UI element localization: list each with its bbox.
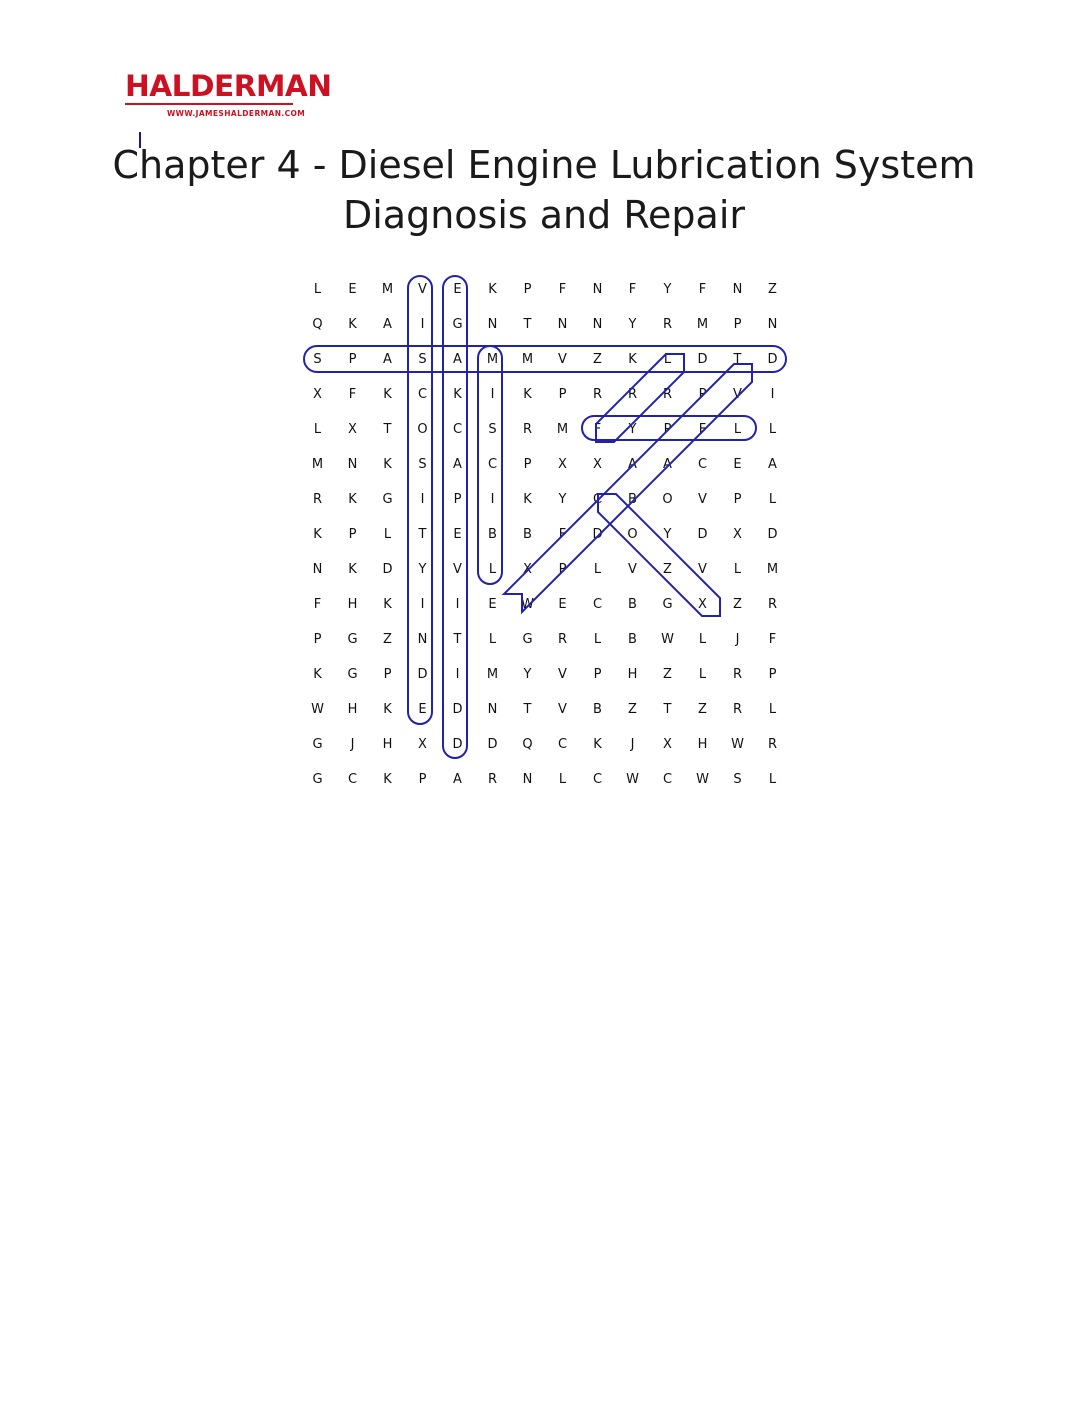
grid-letter: Z <box>768 282 777 297</box>
grid-letter: C <box>347 772 358 787</box>
grid-letter: X <box>698 597 707 612</box>
grid-letter: K <box>488 282 497 297</box>
grid-letter: Z <box>593 352 602 367</box>
grid-letter: K <box>313 667 322 682</box>
grid-letter: P <box>383 667 392 682</box>
grid-letter: A <box>628 457 637 472</box>
grid-letter: K <box>348 317 357 332</box>
grid-letter: Y <box>558 492 567 507</box>
grid-letter: X <box>733 527 742 542</box>
grid-letter: O <box>417 422 428 437</box>
grid-letter: P <box>558 387 567 402</box>
grid-letter: X <box>523 562 532 577</box>
grid-letter: L <box>313 282 322 297</box>
grid-letter: Q <box>312 317 323 332</box>
word-search-grid <box>300 272 790 797</box>
grid-letter: S <box>418 352 427 367</box>
grid-letter: S <box>733 772 742 787</box>
grid-letter: M <box>311 457 324 472</box>
grid-letter: S <box>313 352 322 367</box>
grid-letter: K <box>383 702 392 717</box>
grid-letter: P <box>663 422 672 437</box>
grid-letter: I <box>420 597 425 612</box>
grid-letter: N <box>417 632 428 647</box>
grid-letter: L <box>558 772 567 787</box>
grid-letter: R <box>767 737 778 752</box>
grid-letter: D <box>417 667 428 682</box>
grid-letter: K <box>383 597 392 612</box>
grid-letter: P <box>558 562 567 577</box>
grid-letter: M <box>696 317 709 332</box>
grid-letter: V <box>453 562 462 577</box>
grid-letter: K <box>628 352 637 367</box>
grid-letter: E <box>453 527 462 542</box>
grid-letter: I <box>420 317 425 332</box>
grid-letter: K <box>348 492 357 507</box>
grid-letter: Z <box>628 702 637 717</box>
grid-letter: D <box>697 352 708 367</box>
grid-letter: T <box>383 422 392 437</box>
page-title: Chapter 4 - Diesel Engine Lubrication System Diagnosis and Repair <box>112 143 976 237</box>
grid-letter: F <box>313 597 322 612</box>
grid-letter: I <box>420 492 425 507</box>
grid-letter: N <box>487 317 498 332</box>
grid-letter: V <box>418 282 427 297</box>
grid-letter: F <box>768 632 777 647</box>
grid-letter: P <box>593 667 602 682</box>
grid-letter: C <box>662 772 673 787</box>
grid-letter: R <box>312 492 323 507</box>
logo-divider <box>125 103 293 105</box>
grid-letter: M <box>486 667 499 682</box>
grid-letter: B <box>628 597 637 612</box>
grid-letter: L <box>768 422 777 437</box>
grid-letter: O <box>627 527 638 542</box>
grid-letter: T <box>418 527 427 542</box>
grid-letter: A <box>383 352 392 367</box>
grid-letter: V <box>558 667 567 682</box>
grid-letter: M <box>766 562 779 577</box>
grid-letter: Z <box>663 667 672 682</box>
grid-letter: V <box>698 562 707 577</box>
grid-letter: M <box>556 422 569 437</box>
grid-letter: H <box>697 737 708 752</box>
grid-letter: S <box>418 457 427 472</box>
logo-website-url: WWW.JAMESHALDERMAN.COM <box>167 109 306 118</box>
grid-letter: I <box>455 597 460 612</box>
grid-letter: D <box>592 527 603 542</box>
grid-letter: G <box>312 772 323 787</box>
grid-letter: L <box>698 667 707 682</box>
grid-letter: Z <box>663 562 672 577</box>
grid-letter: A <box>453 772 462 787</box>
grid-letter: X <box>418 737 427 752</box>
grid-letter: Y <box>628 317 637 332</box>
grid-letter: R <box>627 387 638 402</box>
grid-letter: B <box>628 632 637 647</box>
grid-letter: P <box>348 527 357 542</box>
grid-letter: G <box>662 597 673 612</box>
grid-letter: T <box>733 352 742 367</box>
grid-letter: W <box>626 772 639 787</box>
grid-letter: H <box>347 597 358 612</box>
grid-letter: W <box>696 772 709 787</box>
grid-letter: A <box>768 457 777 472</box>
grid-letter: E <box>348 282 357 297</box>
grid-letter: Y <box>418 562 427 577</box>
grid-letter: R <box>487 772 498 787</box>
grid-letter: P <box>698 387 707 402</box>
grid-letter: C <box>697 457 708 472</box>
grid-letter: V <box>558 702 567 717</box>
grid-letter: P <box>523 457 532 472</box>
grid-letter: P <box>418 772 427 787</box>
grid-letter: R <box>732 702 743 717</box>
grid-letter: Z <box>383 632 392 647</box>
grid-letter: F <box>593 422 602 437</box>
grid-letter: X <box>348 422 357 437</box>
grid-letter: N <box>522 772 533 787</box>
grid-letter: T <box>523 702 532 717</box>
grid-letter: I <box>770 387 775 402</box>
grid-letter: N <box>732 282 743 297</box>
grid-letter: L <box>383 527 392 542</box>
grid-letter: P <box>768 667 777 682</box>
grid-letter: X <box>593 457 602 472</box>
grid-letter: N <box>557 317 568 332</box>
grid-letter: M <box>486 352 499 367</box>
grid-letter: I <box>455 667 460 682</box>
grid-letter: F <box>558 282 567 297</box>
grid-letter: R <box>662 317 673 332</box>
grid-letter: R <box>557 632 568 647</box>
grid-letter: L <box>768 772 777 787</box>
grid-letter: C <box>557 737 568 752</box>
grid-letter: W <box>311 702 324 717</box>
grid-letter: P <box>453 492 462 507</box>
grid-letter: R <box>662 387 673 402</box>
grid-letter: E <box>733 457 742 472</box>
grid-letter: D <box>767 527 778 542</box>
grid-letter: I <box>490 387 495 402</box>
grid-letter: P <box>733 317 742 332</box>
grid-letter: E <box>558 597 567 612</box>
grid-letter: N <box>487 702 498 717</box>
grid-letter: Y <box>523 667 532 682</box>
grid-letter: K <box>593 737 602 752</box>
grid-letter: J <box>630 737 635 752</box>
grid-letter: N <box>347 457 358 472</box>
grid-letter: P <box>313 632 322 647</box>
grid-letter: W <box>661 632 674 647</box>
grid-letter: L <box>698 632 707 647</box>
grid-letter: T <box>453 632 462 647</box>
grid-letter: S <box>488 422 497 437</box>
grid-letter: K <box>523 492 532 507</box>
grid-letter: H <box>382 737 393 752</box>
grid-letter: A <box>453 352 462 367</box>
grid-letter: Q <box>522 737 533 752</box>
grid-letter: T <box>663 702 672 717</box>
grid-letter: R <box>732 667 743 682</box>
grid-letter: N <box>312 562 323 577</box>
grid-letter: C <box>592 597 603 612</box>
grid-letter: Y <box>628 422 637 437</box>
grid-letter: D <box>487 737 498 752</box>
grid-letter: B <box>488 527 497 542</box>
grid-letter: A <box>663 457 672 472</box>
grid-letter: B <box>523 527 532 542</box>
grid-letter: G <box>347 667 358 682</box>
grid-letter: G <box>452 317 463 332</box>
grid-letter: A <box>383 317 392 332</box>
grid-letter: R <box>592 387 603 402</box>
grid-letter: K <box>453 387 462 402</box>
grid-letter: O <box>662 492 673 507</box>
grid-letter: V <box>558 352 567 367</box>
grid-letter: B <box>593 702 602 717</box>
grid-letter: D <box>452 702 463 717</box>
grid-letter: C <box>417 387 428 402</box>
grid-letter: L <box>488 632 497 647</box>
halderman-logo <box>125 69 332 118</box>
grid-letter: N <box>767 317 778 332</box>
grid-letter: M <box>381 282 394 297</box>
grid-letter: N <box>592 282 603 297</box>
grid-letter: D <box>697 527 708 542</box>
grid-letter: J <box>735 632 740 647</box>
grid-letter: K <box>348 562 357 577</box>
grid-letter: K <box>383 387 392 402</box>
grid-letter: Z <box>698 702 707 717</box>
grid-letter: D <box>767 352 778 367</box>
grid-letter: C <box>592 772 603 787</box>
grid-letter: X <box>313 387 322 402</box>
grid-letter: L <box>663 352 672 367</box>
grid-letter: W <box>521 597 534 612</box>
word-search-puzzle <box>300 272 790 787</box>
grid-letter: K <box>523 387 532 402</box>
grid-letter: R <box>767 597 778 612</box>
grid-letter: L <box>733 562 742 577</box>
grid-letter: L <box>768 492 777 507</box>
grid-letter: E <box>488 597 497 612</box>
grid-letter: L <box>733 422 742 437</box>
grid-letter: L <box>488 562 497 577</box>
grid-letter: W <box>731 737 744 752</box>
grid-letter: G <box>347 632 358 647</box>
grid-letter: L <box>593 562 602 577</box>
grid-letter: K <box>383 772 392 787</box>
grid-letter: F <box>558 527 567 542</box>
grid-letter: K <box>313 527 322 542</box>
grid-letter: G <box>522 632 533 647</box>
grid-letter: B <box>628 492 637 507</box>
grid-letter: X <box>663 737 672 752</box>
grid-letter: Z <box>733 597 742 612</box>
grid-letter: R <box>522 422 533 437</box>
grid-letter: P <box>348 352 357 367</box>
grid-letter: G <box>382 492 393 507</box>
grid-letter: K <box>383 457 392 472</box>
grid-letter: H <box>627 667 638 682</box>
grid-letter: H <box>347 702 358 717</box>
grid-letter: F <box>628 282 637 297</box>
grid-letter: X <box>558 457 567 472</box>
grid-letter: Y <box>663 527 672 542</box>
grid-letter: P <box>733 492 742 507</box>
grid-letter: C <box>592 492 603 507</box>
grid-letter: J <box>350 737 355 752</box>
grid-letter: F <box>348 387 357 402</box>
grid-letter: I <box>490 492 495 507</box>
grid-letter: P <box>523 282 532 297</box>
grid-letter: M <box>521 352 534 367</box>
grid-letter: A <box>453 457 462 472</box>
grid-letter: C <box>452 422 463 437</box>
grid-letter: F <box>698 422 707 437</box>
grid-letter: V <box>628 562 637 577</box>
grid-letter: T <box>523 317 532 332</box>
grid-letter: G <box>312 737 323 752</box>
grid-letter: V <box>698 492 707 507</box>
grid-letter: C <box>487 457 498 472</box>
grid-letter: L <box>593 632 602 647</box>
logo-wordmark: HALDERMAN <box>125 69 332 103</box>
grid-letter: V <box>733 387 742 402</box>
grid-letter: Y <box>663 282 672 297</box>
grid-letter: D <box>452 737 463 752</box>
grid-letter: L <box>313 422 322 437</box>
grid-letter: F <box>698 282 707 297</box>
grid-letter: E <box>453 282 462 297</box>
grid-letter: E <box>418 702 427 717</box>
grid-letter: D <box>382 562 393 577</box>
grid-letter: N <box>592 317 603 332</box>
grid-letter: L <box>768 702 777 717</box>
